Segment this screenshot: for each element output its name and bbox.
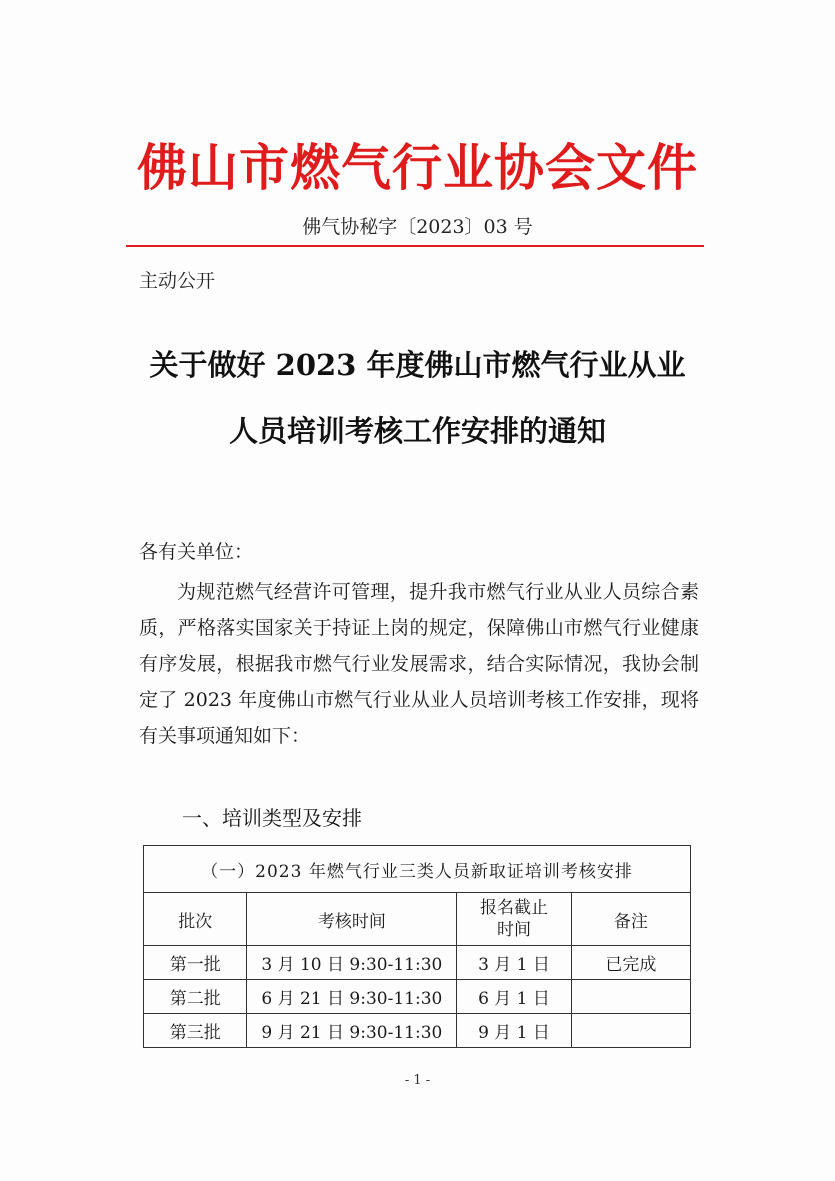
cell-exam-time: 6 月 21 日 9:30-11:30 <box>247 980 457 1014</box>
cell-deadline: 3 月 1 日 <box>457 946 571 980</box>
document-number: 佛气协秘字〔2023〕03 号 <box>302 216 533 238</box>
header-note: 备注 <box>571 893 690 946</box>
table-row <box>144 946 691 980</box>
schedule-table <box>143 845 691 1048</box>
section-heading: 一、培训类型及安排 <box>182 806 362 830</box>
cell-exam-time: 9 月 21 日 9:30-11:30 <box>247 1014 457 1048</box>
body-paragraph: 为规范燃气经营许可管理，提升我市燃气行业从业人员综合素质，严格落实国家关于持证上岗的规定，保障佛山市燃气行业健康有序发展，根据我市燃气行业发展需求，结合实际情况，我协会制定了 2023 年度佛山市燃气行业从业人员培训考核工作安排，现将有关事项通知如下： <box>139 581 699 747</box>
cell-batch: 第三批 <box>144 1014 247 1048</box>
header-batch: 批次 <box>144 893 247 946</box>
header-exam-time: 考核时间 <box>247 893 457 946</box>
cell-deadline: 9 月 1 日 <box>457 1014 571 1048</box>
header-deadline <box>457 893 571 946</box>
cell-note: 已完成 <box>571 946 690 980</box>
header-deadline-line-2: 时间 <box>496 920 531 940</box>
header-deadline-line-1: 报名截止 <box>479 898 548 918</box>
table-header-row <box>144 893 691 946</box>
cell-deadline: 6 月 1 日 <box>457 980 571 1014</box>
notice-title-line-2: 人员培训考核工作安排的通知 <box>228 414 606 448</box>
table-caption: （一）2023 年燃气行业三类人员新取证培训考核安排 <box>144 846 691 893</box>
cell-exam-time: 3 月 10 日 9:30-11:30 <box>247 946 457 980</box>
header-divider <box>126 245 704 247</box>
table-row <box>144 980 691 1014</box>
cell-note <box>571 1014 690 1048</box>
page-number: - 1 - <box>404 1073 431 1088</box>
table-row <box>144 1014 691 1048</box>
salutation: 各有关单位： <box>139 541 254 563</box>
cell-batch: 第二批 <box>144 980 247 1014</box>
organization-title: 佛山市燃气行业协会文件 <box>137 139 698 197</box>
disclosure-label: 主动公开 <box>139 270 216 292</box>
notice-title-line-1: 关于做好 2023 年度佛山市燃气行业从业 <box>149 348 686 382</box>
cell-note <box>571 980 690 1014</box>
cell-batch: 第一批 <box>144 946 247 980</box>
